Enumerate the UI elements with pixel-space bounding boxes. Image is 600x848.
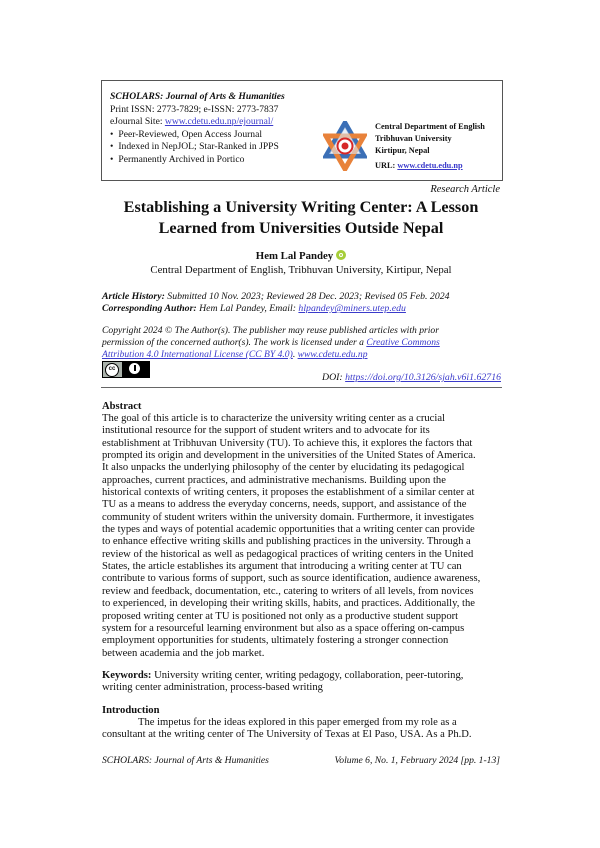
keywords-line: writing center administration, process-based writing bbox=[102, 682, 323, 694]
url-label: URL: bbox=[375, 161, 398, 170]
footer-volume-info: Volume 6, No. 1, February 2024 [pp. 1-13] bbox=[334, 755, 500, 766]
abstract-line: community of student writers within the university domain. Furthermore, it investigates bbox=[102, 511, 474, 523]
feature-item: • Peer-Reviewed, Open Access Journal bbox=[110, 129, 285, 142]
abstract-line: historical contexts of writing centers, it proposes the establishment of a similar center at bbox=[102, 487, 475, 499]
ejournal-link[interactable]: www.cdetu.edu.np/ejournal/ bbox=[164, 116, 274, 128]
abstract-line: prompted its origin and development in the universities of the United States of America. bbox=[102, 450, 476, 462]
creative-commons-link[interactable]: Creative Commons bbox=[366, 337, 440, 349]
corresponding-author bbox=[102, 303, 502, 315]
author-name: Hem Lal Pandey bbox=[255, 250, 334, 262]
introduction-heading: Introduction bbox=[102, 705, 160, 716]
issn: Print ISSN: 2773-7829; e-ISSN: 2773-7837 bbox=[110, 103, 279, 115]
ejournal-label: eJournal Site: bbox=[110, 116, 165, 128]
keywords bbox=[102, 670, 502, 695]
abstract-line: TU as a means to address the everyday concerns, needs, support, and assistance of the bbox=[102, 499, 467, 511]
ejournal-site bbox=[110, 116, 285, 129]
keywords-label: Keywords: bbox=[102, 670, 152, 681]
introduction-line: consultant at the writing center of The University of Texas at El Paso, USA. As a Ph.D. bbox=[102, 729, 472, 741]
keywords-line bbox=[102, 670, 502, 682]
feature-item: • Permanently Archived in Portico bbox=[110, 154, 285, 167]
department-name: Central Department of English bbox=[375, 122, 485, 131]
doi-link[interactable]: https://doi.org/10.3126/sjah.v6i1.62716 bbox=[345, 372, 501, 383]
email-link[interactable]: hlpandey@miners.utep.edu bbox=[298, 303, 406, 315]
corresponding-author-text: Hem Lal Pandey, Email: bbox=[196, 303, 299, 315]
header-divider bbox=[101, 387, 502, 388]
abstract-line: system for a resourceful learning environment but also as a space offering on-campus bbox=[102, 622, 465, 634]
keywords-text: University writing center, writing pedagogy, collaboration, peer-tutoring, bbox=[151, 670, 464, 681]
abstract-line: It also unpacks the underlying philosophy of the center by elucidating its pedagogical bbox=[102, 462, 465, 474]
journal-header-box bbox=[101, 80, 503, 181]
copyright-text: permission of the concerned author(s). The work is licensed under a bbox=[102, 337, 367, 349]
title-line: Establishing a University Writing Center: A Lesson bbox=[123, 198, 479, 216]
doi-label: DOI: bbox=[322, 372, 346, 383]
article-history-label: Article History: bbox=[102, 291, 165, 302]
copyright-line bbox=[102, 337, 502, 349]
abstract-line: employment opportunities for students, ultimately fostering a stronger connection bbox=[102, 635, 449, 647]
abstract-line: contribute to various forms of support, such as source identification, audience awareness, bbox=[102, 573, 481, 585]
department-url bbox=[375, 160, 485, 172]
creative-commons-icon: cc bbox=[105, 363, 119, 377]
abstract-line: proposed writing center at TU is positioned not only as a productive student support bbox=[102, 610, 459, 622]
journal-name: SCHOLARS: Journal of Arts & Humanities bbox=[110, 91, 285, 102]
abstract-line: institutional resource for the support of student writers and to advocate for its bbox=[102, 425, 430, 437]
attribution-person-icon bbox=[129, 363, 140, 374]
license-link[interactable]: Attribution 4.0 International License (CC BY 4.0) bbox=[102, 349, 293, 361]
copyright-notice bbox=[102, 325, 502, 361]
cc-by-license-badge[interactable] bbox=[102, 361, 150, 378]
abstract-line: States, the article establishes its argument that introducing a writing center at TU can bbox=[102, 561, 462, 573]
abstract-line: review and feedback, documentation, etc., catering to writers of all levels, from novices bbox=[102, 585, 474, 597]
website-link[interactable]: www.cdetu.edu.np bbox=[297, 349, 368, 361]
university-name: Tribhuvan University bbox=[375, 134, 452, 143]
abstract-line: approaches, current practices, and administrative mechanisms. Building upon the bbox=[102, 474, 446, 486]
department-link[interactable]: www.cdetu.edu.np bbox=[397, 161, 463, 170]
abstract-line: the types and ways of potential academic opportunities that a writing center can provide bbox=[102, 524, 475, 536]
title-line: Learned from Universities Outside Nepal bbox=[158, 219, 444, 237]
introduction-line: The impetus for the ideas explored in this paper emerged from my role as a bbox=[138, 717, 457, 728]
introduction-body bbox=[102, 717, 502, 742]
footer-journal-name: SCHOLARS: Journal of Arts & Humanities bbox=[102, 755, 269, 766]
separator: . bbox=[292, 349, 298, 361]
article-type: Research Article bbox=[430, 184, 500, 195]
corresponding-author-label: Corresponding Author: bbox=[102, 303, 197, 315]
author-affiliation: Central Department of English, Tribhuvan University, Kirtipur, Nepal bbox=[150, 264, 452, 276]
article-history-text: Submitted 10 Nov. 2023; Reviewed 28 Dec. 2023; Revised 05 Feb. 2024 bbox=[164, 291, 450, 302]
abstract-line: between academia and the job market. bbox=[102, 647, 265, 659]
feature-item: • Indexed in NepJOL; Star-Ranked in JPPS bbox=[110, 141, 285, 154]
copyright-line bbox=[102, 349, 502, 361]
article-title bbox=[101, 197, 501, 239]
author-line bbox=[101, 250, 501, 262]
journal-info bbox=[110, 91, 285, 167]
location: Kirtipur, Nepal bbox=[375, 146, 430, 155]
article-history bbox=[102, 291, 502, 303]
journal-features-list bbox=[110, 129, 285, 167]
abstract-line: The goal of this article is to characterize the university writing center as a crucial bbox=[102, 413, 445, 424]
department-info bbox=[375, 121, 485, 172]
abstract-line: review of the historical as well as pedagogical practices of writing centers in the United bbox=[102, 548, 474, 560]
abstract-body bbox=[102, 413, 502, 660]
tribhuvan-university-logo-icon bbox=[323, 121, 367, 171]
abstract-line: to enhance effective writing skills and publishing practices in the university. Through a bbox=[102, 536, 471, 548]
abstract-line: establishment at Tribhuvan University (TU). To achieve this, it explores the factors that bbox=[102, 437, 473, 449]
copyright-line: Copyright 2024 © The Author(s). The publisher may reuse published articles with prior bbox=[102, 325, 439, 336]
doi bbox=[322, 372, 501, 383]
abstract-heading: Abstract bbox=[102, 401, 142, 412]
article-meta bbox=[102, 291, 502, 316]
orcid-icon[interactable] bbox=[336, 250, 346, 260]
abstract-line: to experienced, in developing their writing skills, habits, and practices. Additionally, the bbox=[102, 598, 475, 610]
